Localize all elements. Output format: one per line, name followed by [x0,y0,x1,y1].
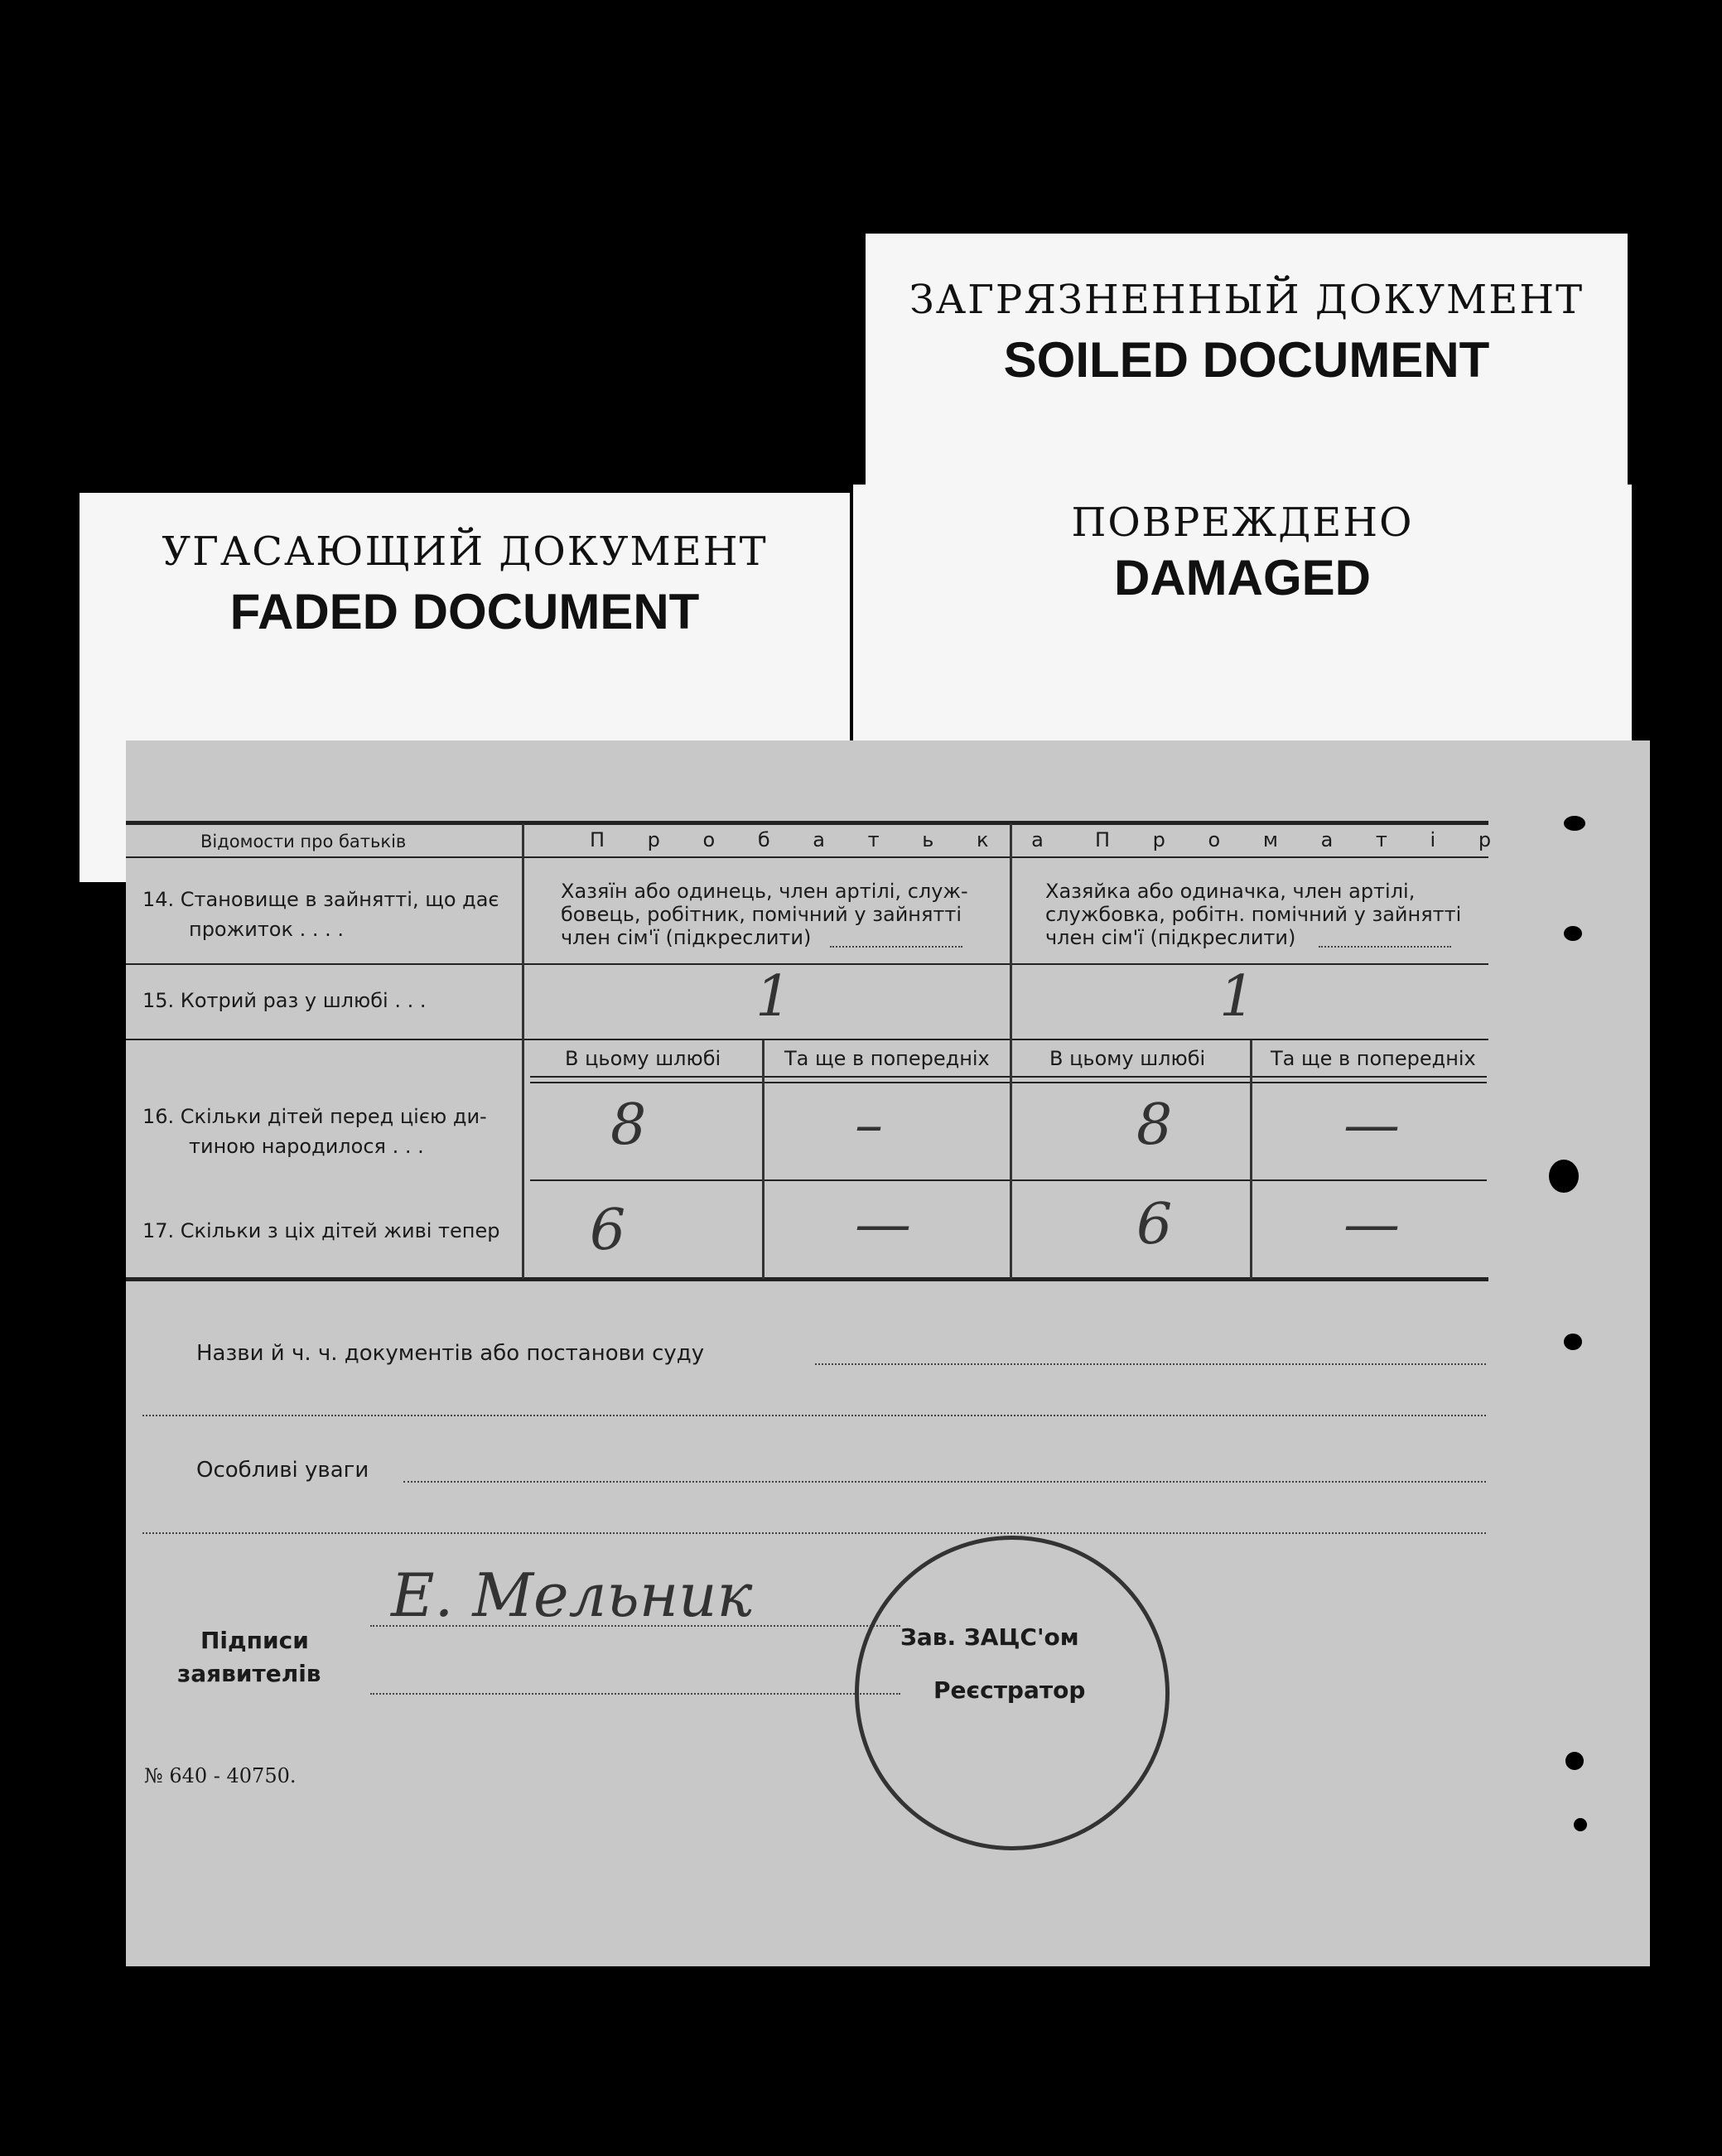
row16-label-line1: 16. Скільки дітей перед цією ди- [142,1105,487,1128]
row14-label-line1: 14. Становище в зайнятті, що дає [142,888,499,911]
registrar-label: Реєстратор [933,1676,1086,1704]
row14-father-line3: член сім'ї (підкреслити) [561,926,812,949]
punch-hole [1549,1160,1579,1193]
header-parents-info: Відомости про батьків [200,832,407,851]
soiled-notice-en: SOILED DOCUMENT [1003,332,1490,388]
signatures-label-2: заявителів [177,1660,321,1687]
registration-form-page [126,740,1650,1966]
soiled-notice-ru: ЗАГРЯЗНЕННЫЙ ДОКУМЕНТ [909,277,1585,323]
punch-hole [1564,1334,1582,1350]
subheader-father-previous: Та ще в попередніх [784,1047,990,1070]
row16-father-previous: – [855,1092,883,1158]
punch-hole [1564,816,1585,831]
row14-father-line2: бовець, робітник, помічний у зайнятті [561,903,962,926]
row14-mother-line1: Хазяйка або одиначка, член артілі, [1045,880,1416,903]
form-number: № 640 - 40750. [144,1764,297,1787]
row15-father-value: 1 [755,964,792,1030]
punch-hole [1564,926,1582,941]
damaged-notice-en: DAMAGED [1114,550,1371,605]
head-of-registry-label: Зав. ЗАЦС'ом [900,1623,1079,1651]
soiled-document-notice [866,234,1628,507]
row17-mother-previous: — [1343,1192,1400,1257]
documents-label: Назви й ч. ч. документів або постанови суду [196,1341,705,1366]
row17-label: 17. Скільки з ціх дітей живі тепер [142,1219,500,1242]
row14-father-line1: Хазяїн або одинець, член артілі, служ- [561,880,968,903]
row17-father-previous: — [855,1192,911,1257]
row16-label-line2: тиною народилося . . . [189,1135,424,1158]
signatures-label-1: Підписи [200,1627,309,1654]
row15-mother-value: 1 [1219,964,1256,1030]
row16-father-this: 8 [610,1092,647,1158]
punch-hole [1565,1752,1584,1770]
row16-mother-this: 8 [1136,1092,1173,1158]
row16-mother-previous: — [1343,1092,1400,1158]
punch-hole [1574,1818,1587,1831]
subheader-father-this-marriage: В цьому шлюбі [565,1047,721,1070]
row14-mother-line3: член сім'ї (підкреслити) [1045,926,1296,949]
faded-notice-ru: УГАСАЮЩИЙ ДОКУМЕНТ [162,528,768,575]
row14-label-line2: прожиток . . . . [189,918,345,941]
row15-label: 15. Котрий раз у шлюбі . . . [142,989,427,1012]
subheader-mother-previous: Та ще в попередніх [1271,1047,1476,1070]
damaged-notice [853,485,1632,750]
faded-notice-en: FADED DOCUMENT [229,584,700,639]
row14-mother-line2: службовка, робітн. помічний у зайнятті [1045,903,1462,926]
row17-mother-this: 6 [1136,1192,1173,1257]
header-about-mother: П р о м а т і р [1095,828,1510,851]
remarks-label: Особливі уваги [196,1458,369,1483]
damaged-notice-ru: ПОВРЕЖДЕНО [1071,499,1414,546]
applicant-signature: Е. Мельник [391,1560,753,1630]
row17-father-this: 6 [590,1198,626,1263]
subheader-mother-this-marriage: В цьому шлюбі [1049,1047,1206,1070]
header-about-father: П р о б а т ь к а [590,828,1062,851]
